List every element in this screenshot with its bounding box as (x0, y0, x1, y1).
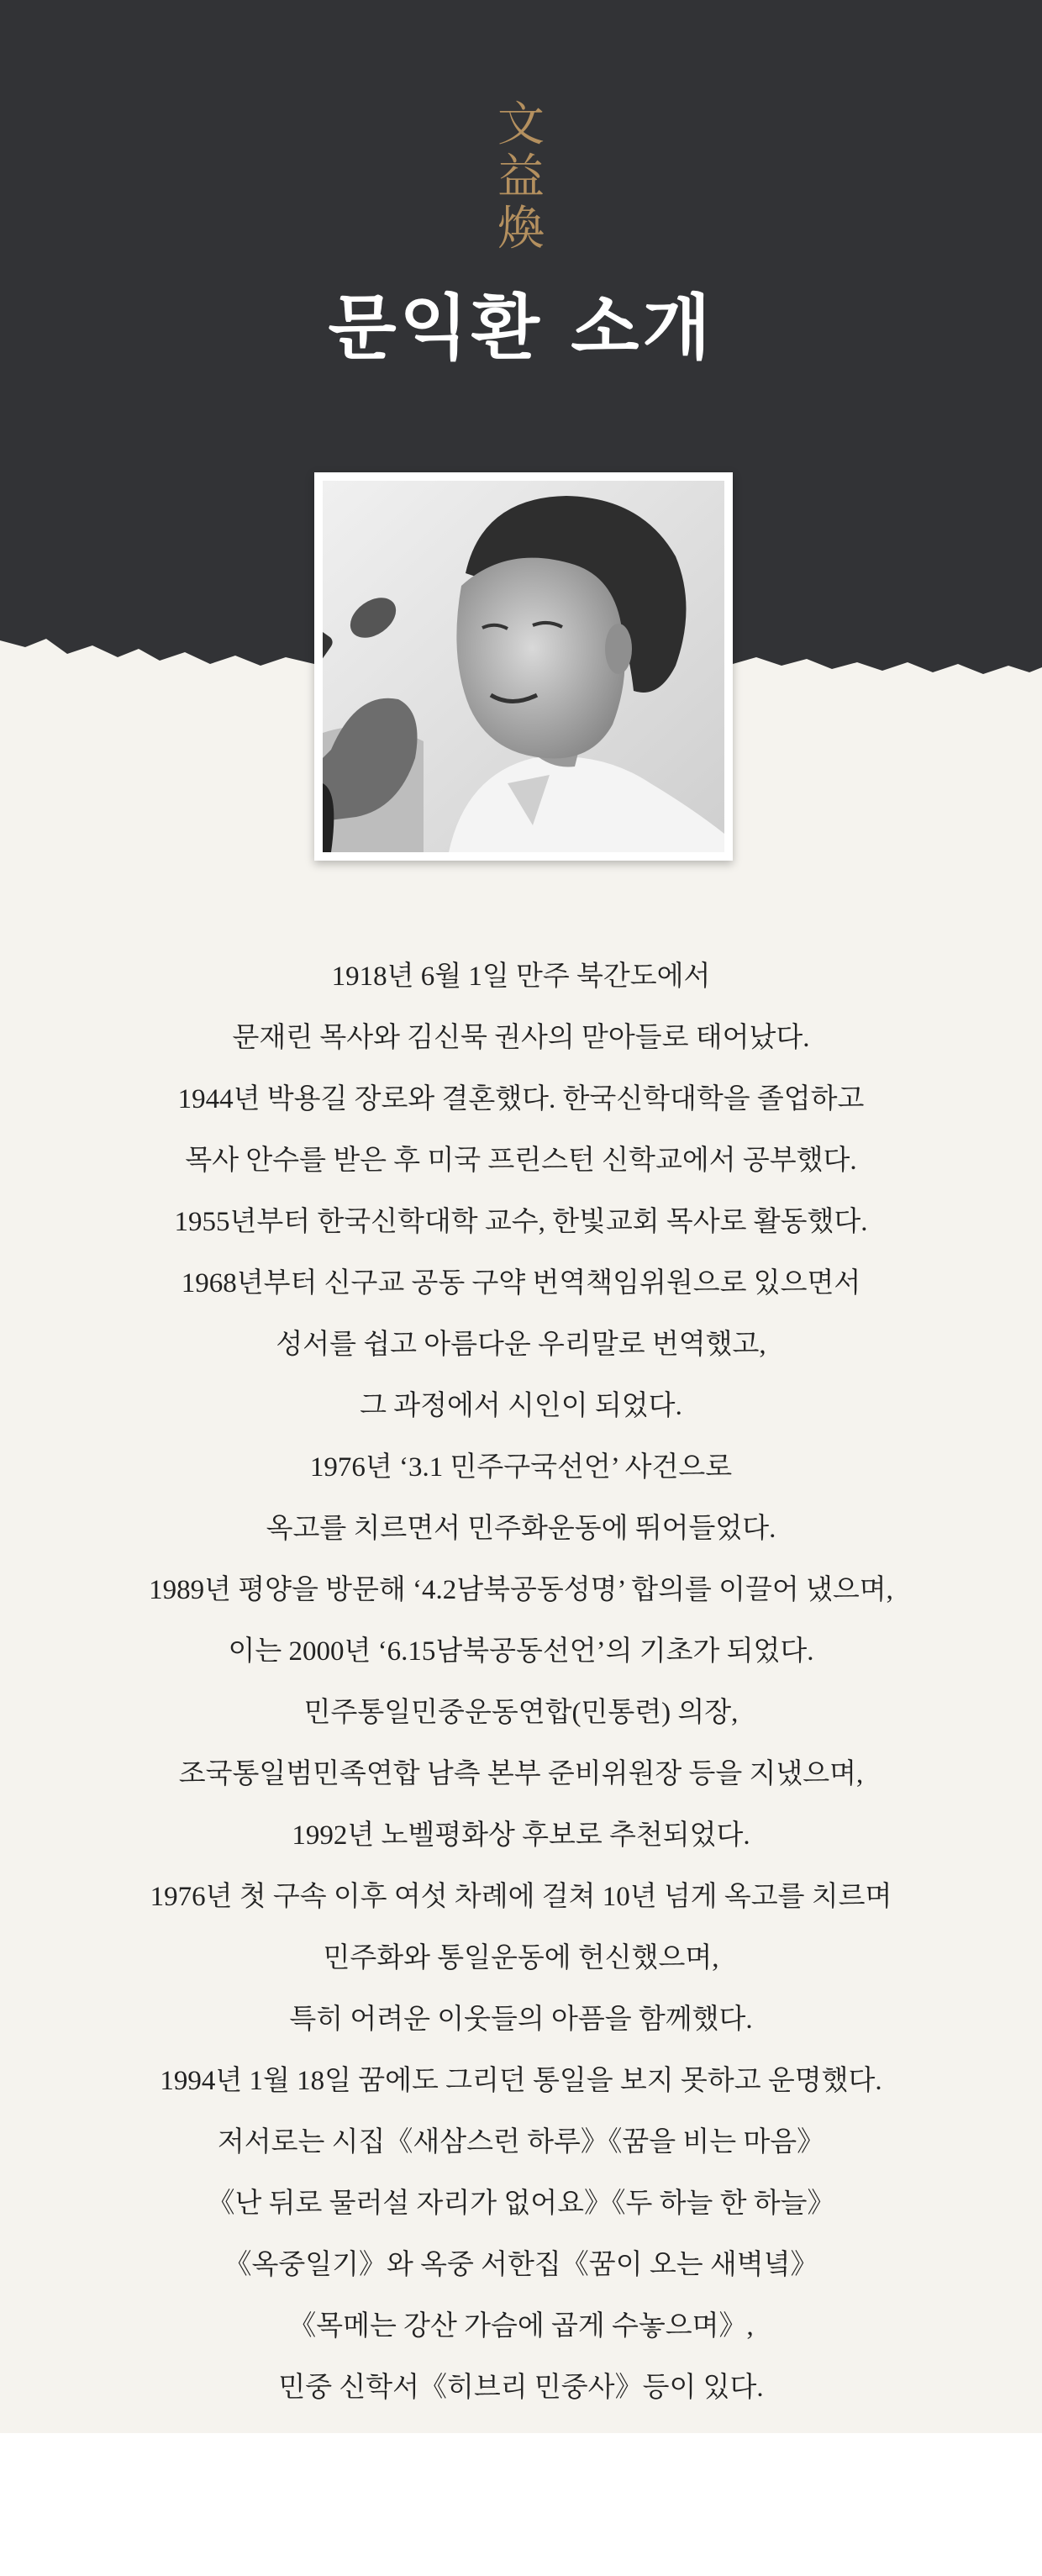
hanja-char: 益 (497, 150, 545, 204)
bio-line: 민중 신학서《히브리 민중사》등이 있다. (278, 2373, 764, 2403)
bio-line: 민주통일민중운동연합(민통련) 의장, (303, 1698, 739, 1728)
bio-line: 1944년 박용길 장로와 결혼했다. 한국신학대학을 졸업하고 (177, 1084, 865, 1114)
bio-line: 《옥중일기》와 옥중 서한집《꿈이 오는 새벽녘》 (224, 2250, 818, 2280)
hanja-char: 煥 (497, 202, 545, 256)
bio-line: 1994년 1월 18일 꿈에도 그리던 통일을 보지 못하고 운명했다. (160, 2066, 882, 2096)
bio-line: 저서로는 시집《새삼스런 하루》《꿈을 비는 마음》 (217, 2127, 825, 2157)
bio-line: 1976년 첫 구속 이후 여섯 차례에 걸쳐 10년 넘게 옥고를 치르며 (150, 1882, 892, 1912)
portrait-frame (314, 472, 733, 861)
portrait-illustration (323, 481, 724, 852)
biography-text (0, 946, 1042, 2419)
bio-line: 1989년 평양을 방문해 ‘4.2남북공동성명’ 합의를 이끌어 냈으며, (149, 1575, 893, 1605)
bio-line: 1968년부터 신구교 공동 구약 번역책임위원으로 있으면서 (181, 1268, 861, 1299)
bio-line: 1976년 ‘3.1 민주구국선언’ 사건으로 (309, 1452, 733, 1483)
bio-line: 1918년 6월 1일 만주 북간도에서 (331, 961, 711, 992)
bio-line: 1992년 노벨평화상 후보로 추천되었다. (292, 1820, 750, 1851)
bio-line: 문재린 목사와 김신묵 권사의 맏아들로 태어났다. (232, 1023, 810, 1053)
bio-line: 이는 2000년 ‘6.15남북공동선언’의 기초가 되었다. (228, 1636, 814, 1667)
bottom-margin (0, 2433, 1042, 2576)
bio-line: 1955년부터 한국신학대학 교수, 한빛교회 목사로 활동했다. (174, 1207, 868, 1237)
bio-line: 민주화와 통일운동에 헌신했으며, (323, 1943, 719, 1973)
portrait-photo (323, 481, 724, 852)
hanja-name (0, 99, 1042, 255)
bio-line: 《목메는 강산 가슴에 곱게 수놓으며》, (288, 2311, 754, 2342)
bio-line: 조국통일범민족연합 남측 본부 준비위원장 등을 지냈으며, (178, 1759, 864, 1789)
bio-line: 《난 뒤로 물러설 자리가 없어요》《두 하늘 한 하늘》 (207, 2189, 835, 2219)
page-title: 문익환 소개 (328, 287, 714, 369)
bio-line: 옥고를 치르면서 민주화운동에 뛰어들었다. (266, 1514, 776, 1544)
bio-line: 성서를 쉽고 아름다운 우리말로 번역했고, (276, 1330, 766, 1360)
bio-line: 특히 어려운 이웃들의 아픔을 함께했다. (289, 2004, 753, 2035)
hanja-char: 文 (497, 97, 545, 152)
bio-line: 목사 안수를 받은 후 미국 프린스턴 신학교에서 공부했다. (185, 1146, 857, 1176)
bio-line: 그 과정에서 시인이 되었다. (360, 1391, 682, 1421)
